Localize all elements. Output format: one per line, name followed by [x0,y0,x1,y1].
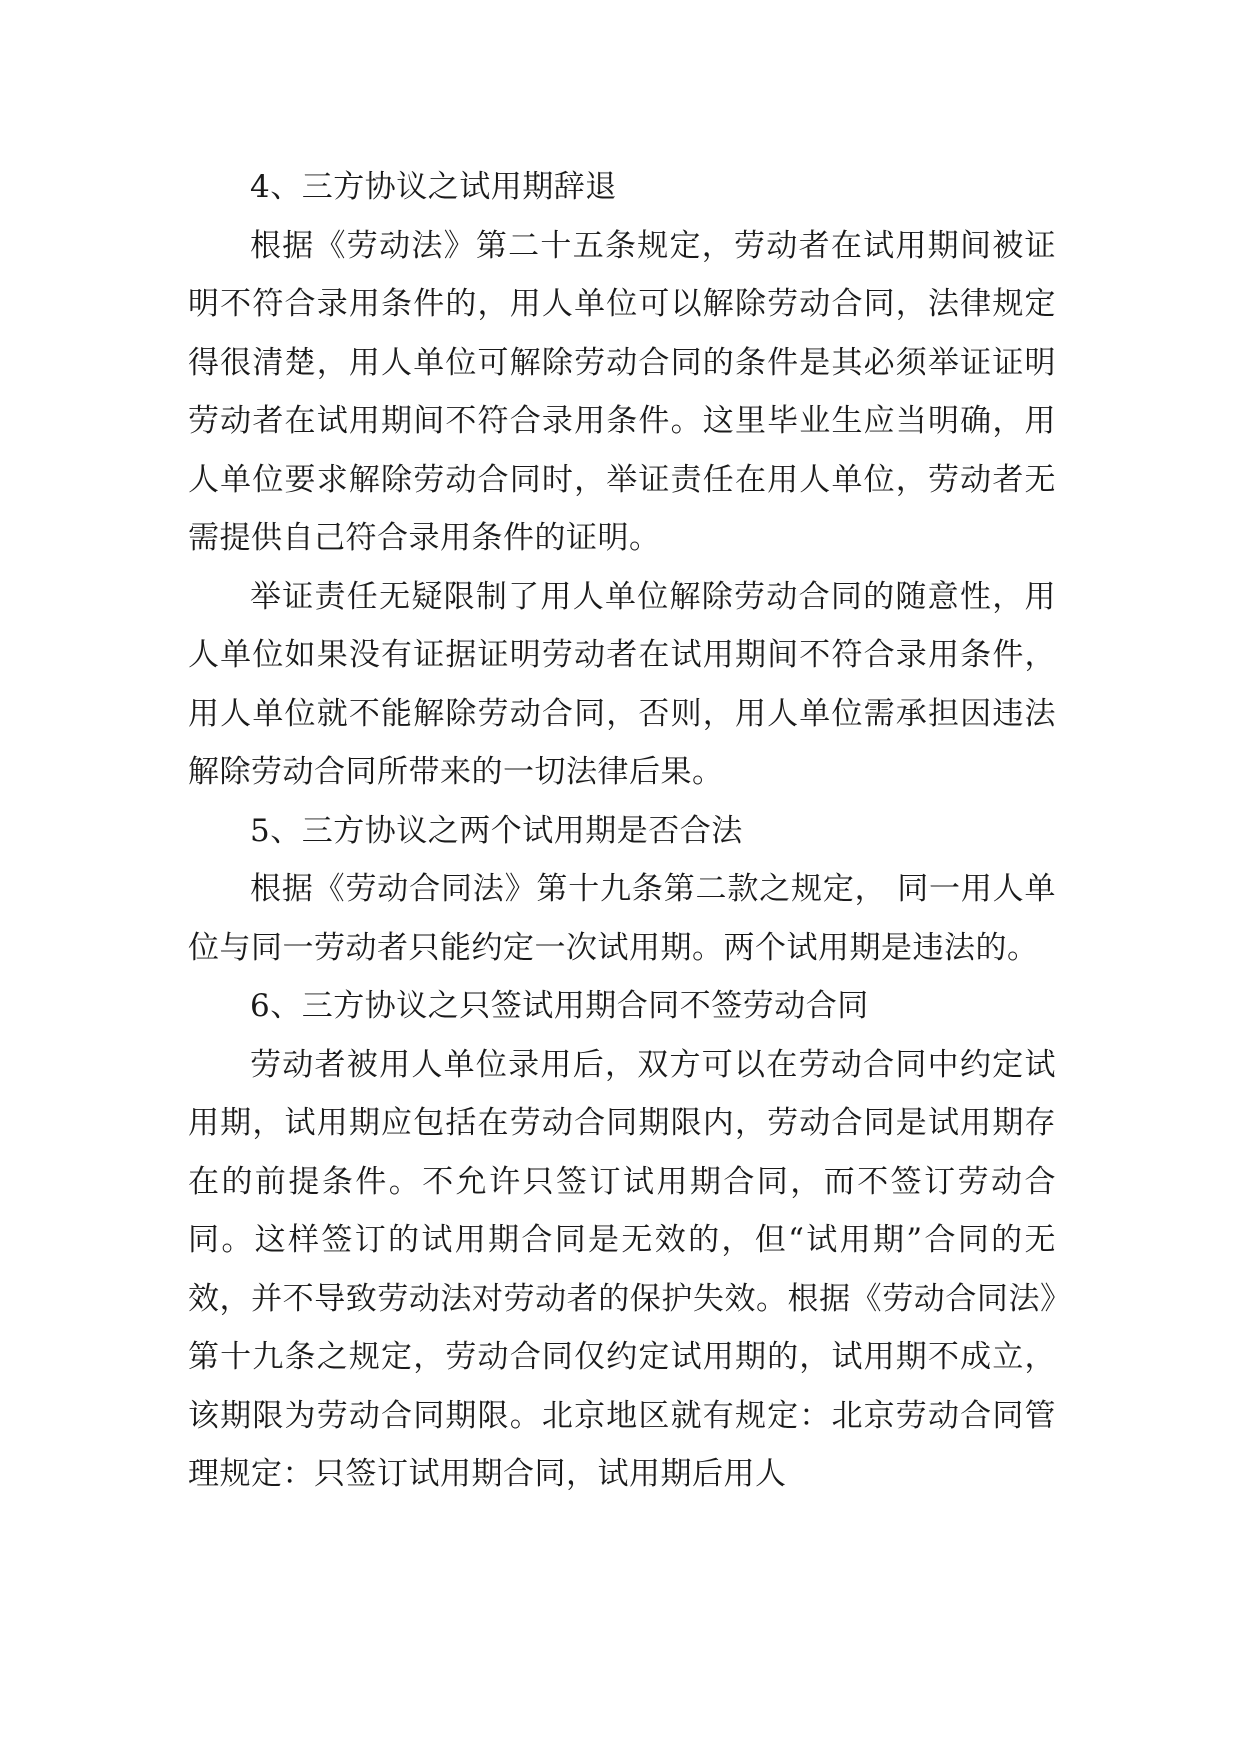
paragraph-probation-dismissal: 根据《劳动法》第二十五条规定，劳动者在试用期间被证明不符合录用条件的，用人单位可以解除劳动合同，法律规定得很清楚，用人单位可解除劳动合同的条件是其必须举证证明劳动者在试用期间不符合录用条件。这里毕业生应当明确，用人单位要求解除劳动合同时，举证责任在用人单位，劳动者无需提供自己符合录用条件的证明。 [188,227,1056,556]
section-heading-5: 5、三方协议之两个试用期是否合法 [250,812,743,849]
section-heading-6: 6、三方协议之只签试用期合同不签劳动合同 [250,988,869,1024]
document-body [188,158,1056,1504]
paragraph-burden-of-proof: 举证责任无疑限制了用人单位解除劳动合同的随意性，用人单位如果没有证据证明劳动者在试用期间不符合录用条件，用人单位就不能解除劳动合同，否则，用人单位需承担因违法解除劳动合同所带来的一切法律后果。 [188,578,1056,790]
section-heading-4: 4、三方协议之试用期辞退 [250,169,617,205]
paragraph-two-probation-periods: 根据《劳动合同法》第十九条第二款之规定， 同一用人单位与同一劳动者只能约定一次试用期。两个试用期是违法的。 [188,871,1056,966]
paragraph-probation-only-contract: 劳动者被用人单位录用后，双方可以在劳动合同中约定试用期，试用期应包括在劳动合同期限内，劳动合同是试用期存在的前提条件。不允许只签订试用期合同，而不签订劳动合同。这样签订的试用期合同是无效的，但“试用期”合同的无效，并不导致劳动法对劳动者的保护失效。根据《劳动合同法》第十九条之规定，劳动合同仅约定试用期的，试用期不成立，该期限为劳动合同期限。北京地区就有规定：北京劳动合同管理规定：只签订试用期合同，试用期后用人 [188,1046,1056,1492]
